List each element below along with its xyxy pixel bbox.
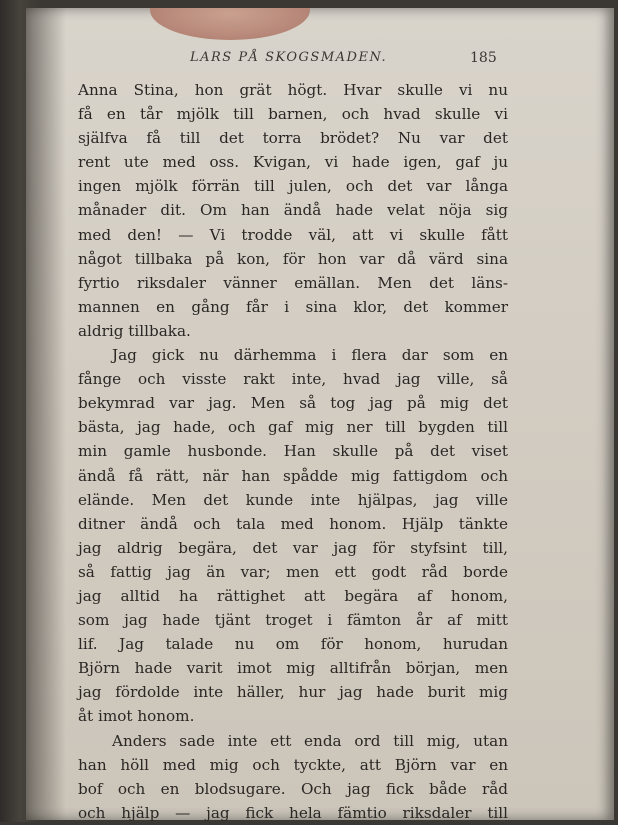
text-line: som jag hade tjänt troget i fämton år af mitt	[78, 611, 508, 630]
text-line: elände. Men det kunde inte hjälpas, jag ville	[78, 490, 508, 509]
text-line: bekymrad var jag. Men så tog jag på mig det	[78, 394, 508, 413]
text-line: något tillbaka på kon, för hon var då värd sina	[78, 249, 508, 268]
text-line: aldrig tillbaka.	[78, 321, 191, 340]
text-line: Anders sade inte ett enda ord till mig, utan	[112, 731, 508, 750]
text-line: Anna Stina, hon grät högt. Hvar skulle vi nu	[78, 81, 508, 99]
text-line: fyrtio riksdaler vänner emällan. Men det läns-	[78, 273, 508, 292]
text-line: jag alltid ha rättighet att begära af honom,	[78, 586, 508, 605]
text-line: bästa, jag hade, och gaf mig ner till bygden till	[78, 418, 508, 437]
text-line: ingen mjölk förrän till julen, och det var långa	[78, 177, 508, 196]
text-line: Jag gick nu därhemma i flera dar som en	[112, 346, 508, 365]
text-line: bof och en blodsugare. Och jag fick både råd	[78, 779, 508, 798]
paragraph-2	[78, 343, 508, 729]
text-line: Björn hade varit imot mig alltifrån början, men	[78, 659, 508, 678]
text-line: själfva få till det torra brödet? Nu var det	[78, 129, 508, 148]
text-line: lif. Jag talade nu om för honom, hurudan	[78, 635, 508, 654]
paragraph-3	[78, 729, 508, 825]
running-header	[190, 50, 496, 65]
page-number: 185	[470, 50, 497, 66]
text-line: åt imot honom.	[78, 707, 195, 726]
text-line: ditner ändå och tala med honom. Hjälp tänkte	[78, 514, 508, 533]
text-line: min gamle husbonde. Han skulle på det viset	[78, 442, 508, 461]
page-body	[78, 78, 508, 825]
text-line: mannen en gång får i sina klor, det kommer	[78, 297, 508, 316]
text-line: ändå få rätt, när han spådde mig fattigdom och	[78, 466, 508, 485]
text-line: rent ute med oss. Kvigan, vi hade igen, gaf ju	[78, 153, 508, 172]
running-title: LARS PÅ SKOGSMADEN.	[190, 50, 388, 65]
text-line: han höll med mig och tyckte, att Björn var en	[78, 755, 508, 774]
text-line: jag aldrig begära, det var jag för styfsint till,	[78, 538, 508, 557]
paragraph-1	[78, 78, 508, 343]
text-line: så fattig jag än var; men ett godt råd borde	[78, 562, 508, 581]
text-line: få en tår mjölk till barnen, och hvad skulle vi	[78, 105, 508, 124]
text-line: med den! — Vi trodde väl, att vi skulle fått	[78, 225, 508, 244]
text-line: jag fördolde inte häller, hur jag hade burit mig	[78, 683, 508, 702]
text-line: fånge och visste rakt inte, hvad jag ville, så	[78, 370, 508, 389]
text-line: månader dit. Om han ändå hade velat nöja sig	[78, 201, 508, 220]
text-line: och hjälp — jag fick hela fämtio riksdaler till	[78, 803, 508, 822]
